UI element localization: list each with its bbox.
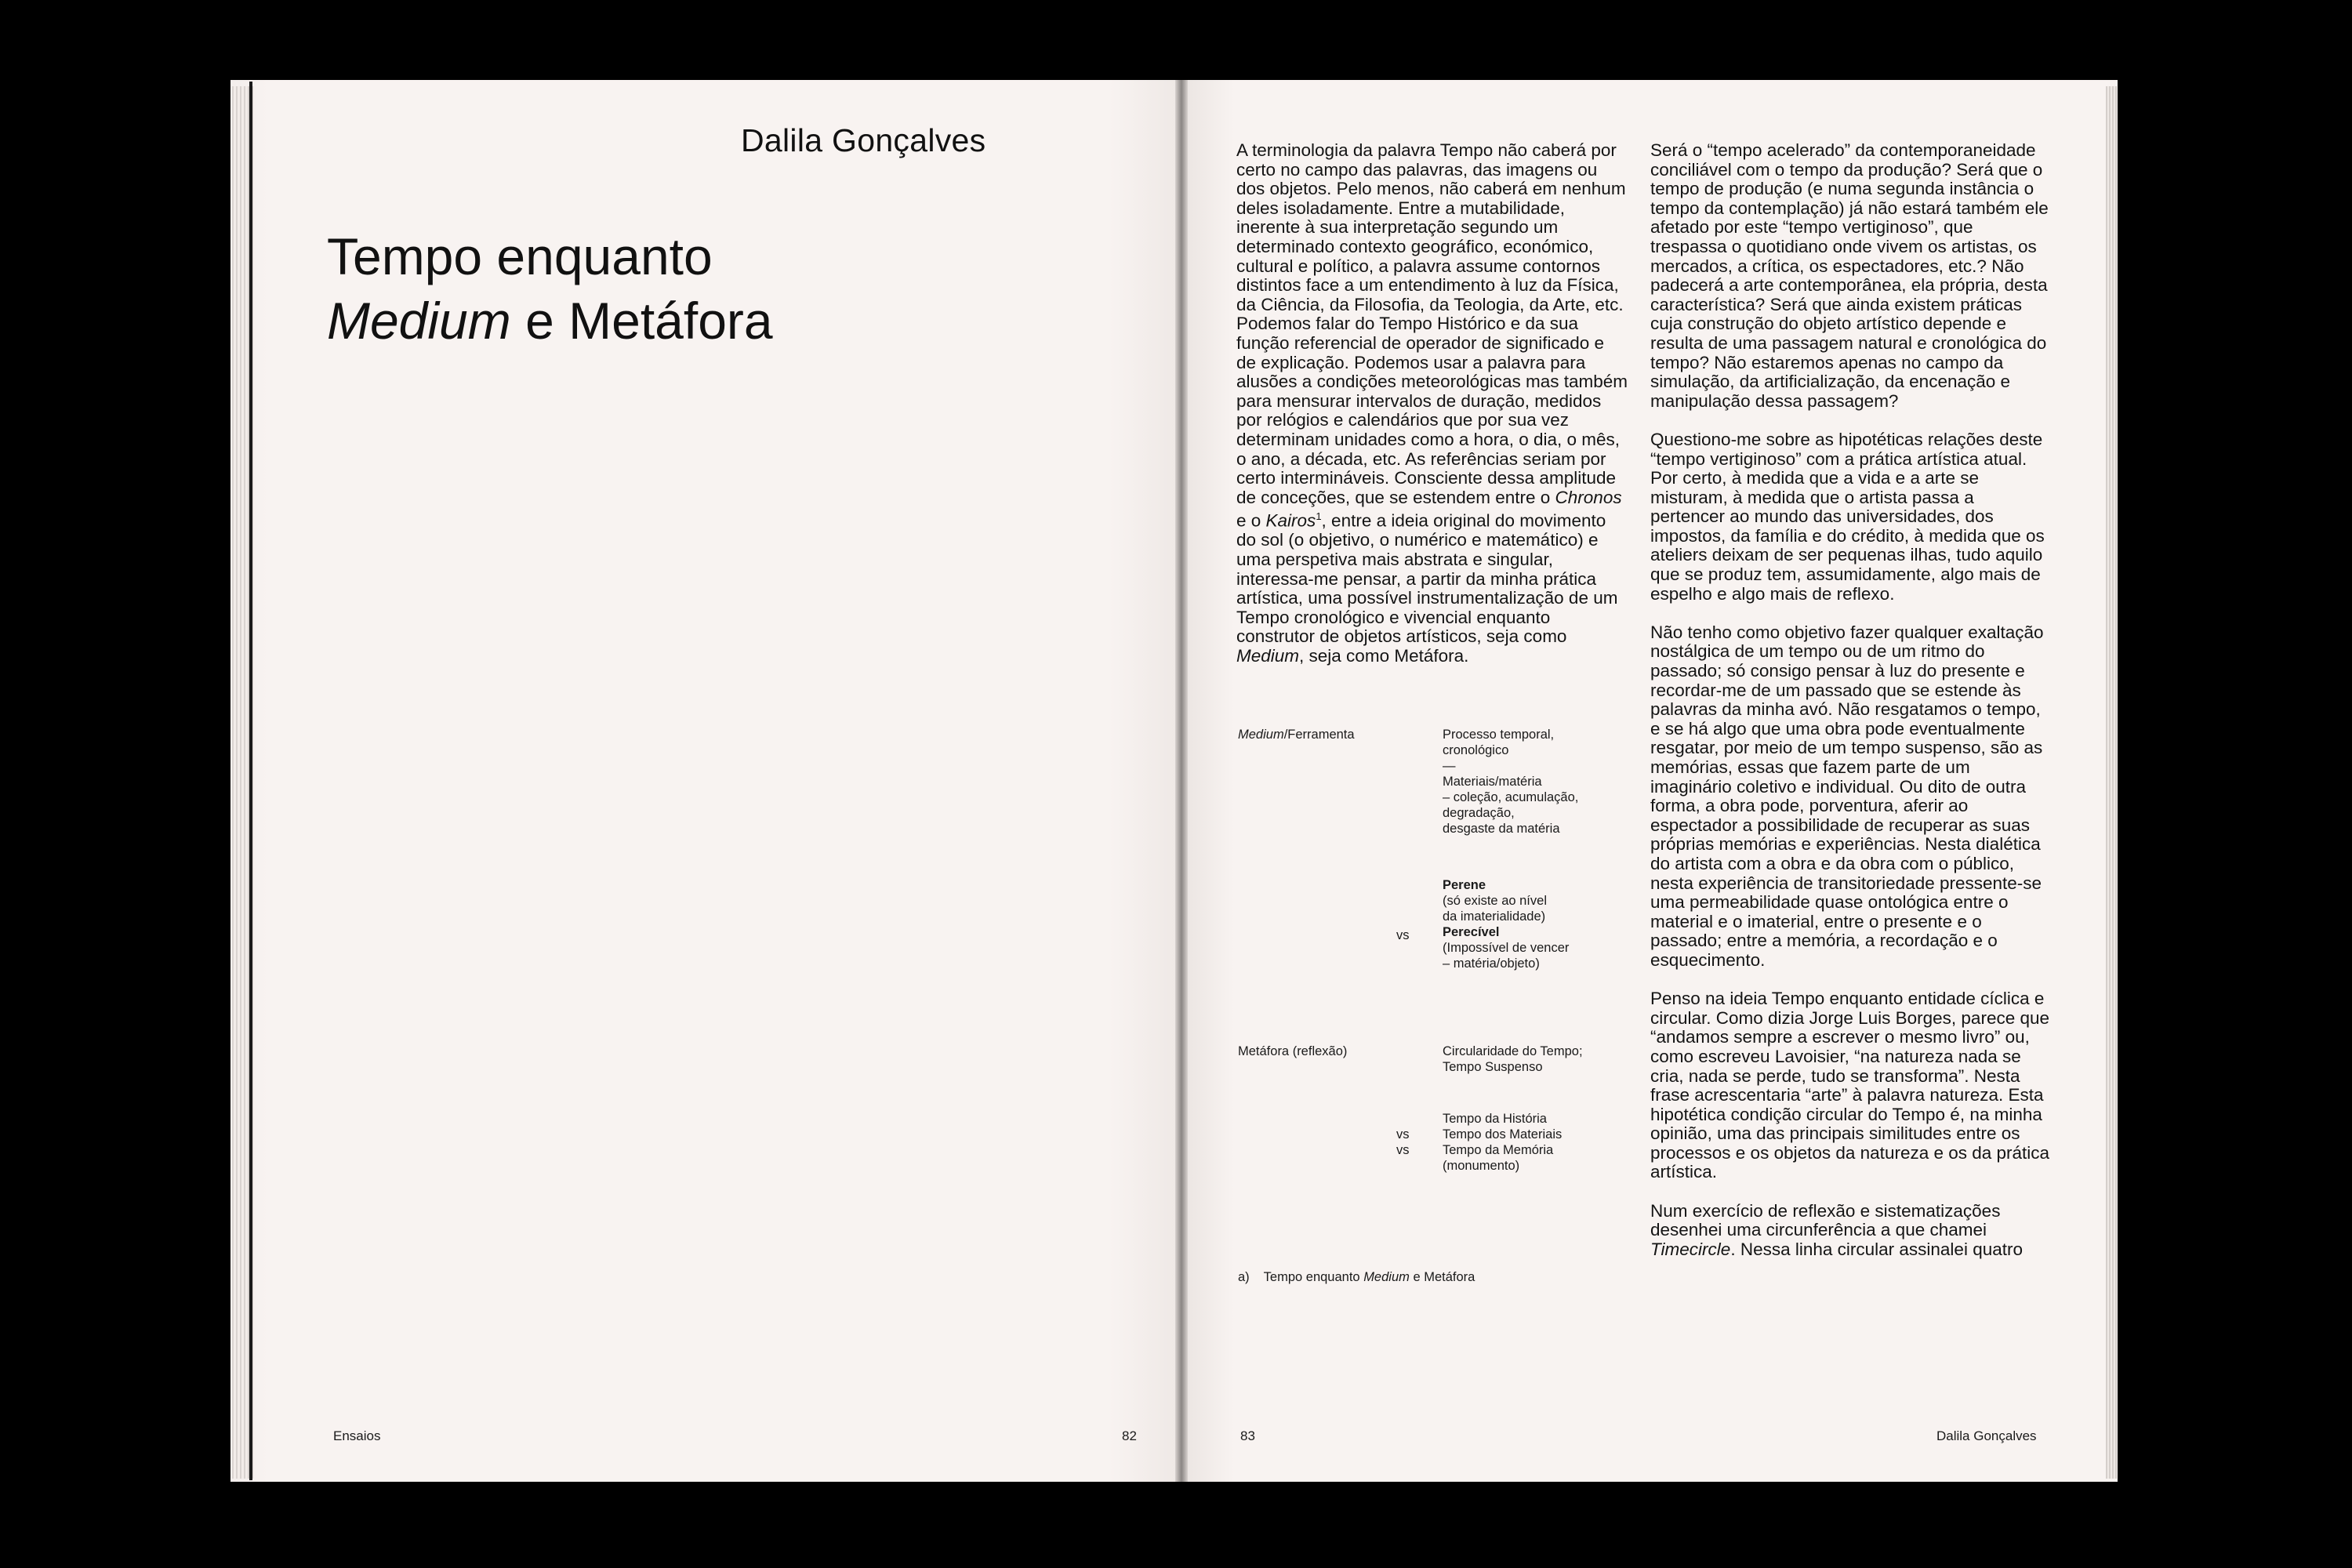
diagram-vs: vs [1396, 1143, 1410, 1157]
intro-connector: e o [1236, 510, 1266, 531]
diagram-perecivel: Perecível [1443, 925, 1500, 939]
diagram-line: – matéria/objeto) [1443, 956, 1540, 971]
body-column-2 [1650, 141, 2050, 1279]
paragraph-4: Penso na ideia Tempo enquanto entidade cíclica e circular. Como dizia Jorge Luis Borges, parece que “andamos sempre a escrever o mesmo livro” ou, como escreveu Lavoisier, “na natureza nada se cria, nada se perde, tudo se transforma”. Nesta frase acrescentaria “arte” à palavra natureza. Esta hipotética condição circular do Tempo é, na minha opinião, uma das principais similitudes entre os processos e os objetos da natureza e os da prática artística. [1650, 989, 2050, 1182]
diagram-line: Tempo Suspenso [1443, 1060, 1543, 1074]
left-spine-shadow [249, 82, 252, 1480]
paragraph-5-text-a: Num exercício de reflexão e sistematizações desenhei uma circunferência a que chamei [1650, 1200, 2001, 1240]
timecircle-term: Timecircle [1650, 1239, 1731, 1259]
right-page-edge [2106, 86, 2117, 1479]
diagram-row-label-metafora: Metáfora (reflexão) [1238, 1044, 1348, 1058]
diagram-line: Materiais/matéria [1443, 775, 1542, 789]
diagram-line: Tempo da Memória [1443, 1143, 1554, 1157]
title-line-2 [327, 289, 773, 353]
intro-paragraph [1236, 141, 1628, 666]
paragraph-5-text-b: . Nessa linha circular assinalei quatro [1730, 1239, 2023, 1259]
intro-text-2: , entre a ideia original do movimento do sol (o objetivo, o numérico e matemático) e uma perspetiva mais abstrata e singular, interessa-me pensar, a partir da minha prática artística, uma possível instrumentalização de um Tempo cronológico e vivencial enquanto construtor de objetos artísticos, seja como [1236, 510, 1618, 647]
author-name: Dalila Gonçalves [741, 122, 986, 158]
diagram-line: — [1443, 759, 1456, 773]
kairos-term: Kairos [1265, 510, 1316, 531]
title-line-1: Tempo enquanto [327, 227, 713, 285]
diagram-line: da imaterialidade) [1443, 909, 1546, 924]
diagram-vs: vs [1396, 1127, 1410, 1142]
paragraph-3: Não tenho como objetivo fazer qualquer exaltação nostálgica de um tempo ou de um ritmo do passado; só consigo pensar à luz do presente e recordar-me de um passado que se estende às palavras da minha avó. Não resgatamos o tempo, e se há algo que uma obra pode eventualmente resgatar, por meio de um tempo suspenso, são as memórias, essas que fazem parte de um imaginário coletivo e individual. Ou dito de outra forma, a obra pode, porventura, aferir ao espectador a possibilidade de recuperar as suas próprias memórias e experiências. Nesta dialética do artista com a obra e da obra com o público, nesta experiência de transitoriedade pressente-se uma permeabilidade quase ontológica entre o material e o imaterial, entre o presente e o passado; entre a memória, a recordação e o esquecimento. [1650, 622, 2044, 970]
diagram-vs: vs [1396, 928, 1410, 942]
diagram-line: (monumento) [1443, 1159, 1520, 1173]
diagram-block-process [1443, 727, 1623, 837]
chronos-term: Chronos [1555, 487, 1622, 507]
caption-text: Tempo enquanto [1263, 1270, 1364, 1284]
diagram-line: (Impossível de vencer [1443, 941, 1570, 955]
page-number-left: 82 [1122, 1428, 1137, 1443]
diagram-line: Circularidade do Tempo; [1443, 1044, 1583, 1058]
medium-term: Medium [1236, 645, 1300, 666]
diagram-line: (só existe ao nível [1443, 894, 1547, 908]
title-metafora: e Metáfora [510, 292, 773, 350]
paragraph-2: Questiono-me sobre as hipotéticas relações deste “tempo vertiginoso” com a prática artística atual. Por certo, à medida que a vida e a arte se misturam, à medida que o artista passa a pertencer ao mundo das universidades, dos impostos, da família e do crédito, à medida que os ateliers deixam de ser pequenas ilhas, tudo aquilo que se produz tem, assumidamente, algo mais de espelho e algo mais de reflexo. [1650, 429, 2045, 604]
intro-text-1: A terminologia da palavra Tempo não caberá por certo no campo das palavras, das imagens ou dos objetos. Pelo menos, não caberá em nenhum deles isoladamente. Entre a mutabilidade, inerente à sua interpretação segundo um determinado contexto geográfico, económico, cultural e político, a palavra assume contornos distintos face a um entendimento à luz da Física, da Ciência, da Filosofia, da Teologia, da Arte, etc. Podemos falar do Tempo Histórico e da sua função referencial de operador de significado e de explicação. Podemos usar a palavra para alusões a condições meteorológicas mas também para mensurar intervalos de duração, medidos por relógios e calendários que por sua vez determinam unidades como a hora, o dia, o mês, o ano, a década, etc. As referências seriam por certo intermináveis. Consciente dessa amplitude de conceções, que se estendem entre o [1236, 140, 1628, 507]
diagram-line: degradação, [1443, 806, 1515, 820]
paragraph-5 [1650, 1202, 2050, 1260]
intro-text-3: , seja como Metáfora. [1299, 645, 1469, 666]
diagram-perene: Perene [1443, 878, 1486, 892]
caption-letter: a) [1238, 1270, 1250, 1284]
diagram-line: cronológico [1443, 743, 1509, 757]
diagram-line: Tempo da História [1443, 1112, 1547, 1126]
title-medium: Medium [327, 292, 511, 350]
paragraph-1: Será o “tempo acelerado” da contemporaneidade conciliável com o tempo da produção? Será que o tempo de produção (e numa segunda instância o tempo da contemplação) já não estará também ele afetado por este “tempo vertiginoso”, que trespassa o quotidiano onde vivem os artistas, os mercados, a crítica, os espectadores, etc.? Não padecerá a arte contemporânea, ela própria, desta característica? Será que ainda existem práticas cuja construção do objeto artístico depende e resulta de uma passagem natural e cronológica do tempo? Não estaremos apenas no campo da simulação, da artificialização, da encenação e manipulação dessa passagem? [1650, 140, 2049, 411]
diagram-caption [1238, 1269, 1475, 1285]
diagram-ferramenta: /Ferramenta [1283, 728, 1355, 742]
diagram-block-tempos [1443, 1111, 1623, 1174]
diagram-block-perene [1443, 877, 1623, 971]
page-number-right: 83 [1240, 1428, 1255, 1443]
footnote-marker: 1 [1316, 510, 1322, 523]
diagram-line: Processo temporal, [1443, 728, 1555, 742]
footer-author: Dalila Gonçalves [1936, 1428, 2037, 1443]
diagram-row-label-medium [1238, 727, 1355, 742]
diagram-line: Tempo dos Materiais [1443, 1127, 1563, 1142]
diagram-line: desgaste da matéria [1443, 822, 1560, 836]
caption-rest: e Metáfora [1409, 1270, 1475, 1284]
caption-italic: Medium [1363, 1270, 1410, 1284]
body-column-1 [1236, 141, 1628, 685]
diagram-medium-italic: Medium [1238, 728, 1284, 742]
footer-section: Ensaios [333, 1428, 381, 1443]
book-gutter [1175, 80, 1188, 1482]
diagram-line: – coleção, acumulação, [1443, 790, 1579, 804]
essay-title [327, 224, 773, 353]
diagram-block-circularidade [1443, 1044, 1623, 1075]
